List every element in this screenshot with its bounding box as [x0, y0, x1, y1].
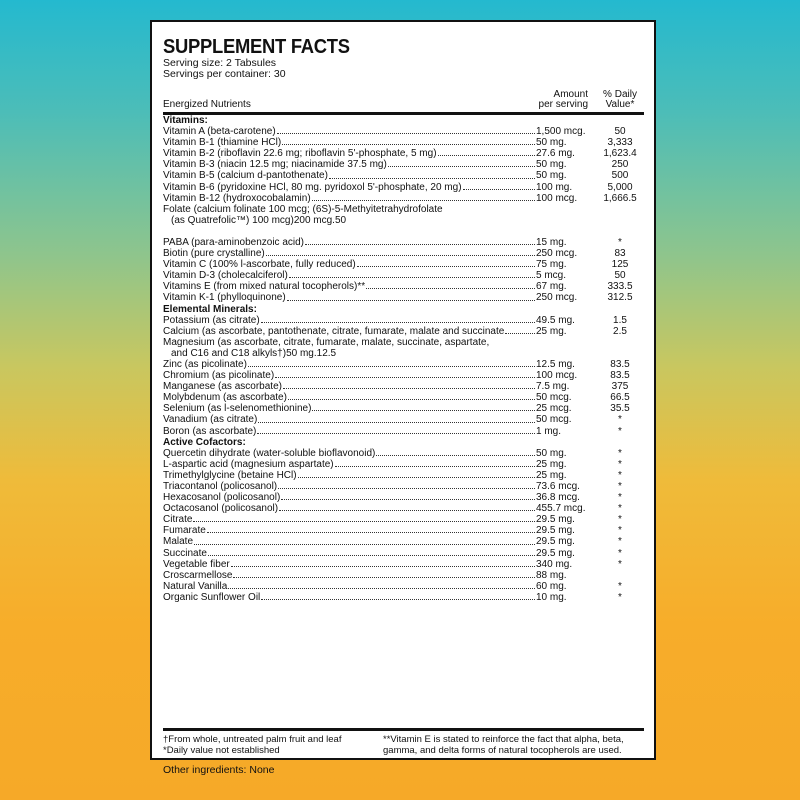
minerals-group-b: [163, 359, 644, 437]
nutrient-row: [163, 248, 644, 259]
nutrient-amount: 1,500 mcg.: [536, 126, 586, 138]
header-amount: [539, 90, 588, 110]
nutrient-amount: 1 mg.: [536, 425, 562, 437]
nutrient-row: [163, 559, 644, 570]
leader-dots: [282, 144, 535, 145]
nutrient-name: Chromium (as picolinate): [163, 370, 275, 382]
section-heading-vitamins: Vitamins:: [163, 115, 208, 126]
leader-dots: [289, 277, 535, 278]
leader-dots: [233, 577, 535, 578]
section-heading-minerals: Elemental Minerals:: [163, 303, 257, 315]
leader-dots: [228, 588, 535, 589]
nutrient-amount: 29.5 mg.: [536, 536, 575, 548]
nutrient-list: [163, 115, 644, 603]
footnote-left: [163, 735, 341, 756]
minerals-group-a: [163, 315, 644, 337]
nutrient-amount: 250 mcg.: [536, 292, 578, 304]
nutrient-row: [163, 403, 644, 414]
leader-dots: [312, 200, 535, 201]
nutrient-name: Molybdenum (as ascorbate): [163, 392, 287, 404]
nutrient-daily-value: *: [618, 481, 622, 492]
leader-dots: [261, 599, 535, 600]
magnesium-amount: 50 mg.: [286, 347, 317, 359]
leader-dots: [231, 566, 535, 567]
nutrient-name: Quercetin dihydrate (water-soluble bioflavonoid): [163, 447, 376, 459]
nutrient-amount: 29.5 mg.: [536, 525, 575, 537]
nutrient-daily-value: *: [618, 425, 622, 437]
nutrient-daily-value: 83.5: [610, 358, 630, 370]
nutrient-daily-value: *: [618, 547, 622, 559]
nutrient-name: Malate: [163, 536, 194, 548]
nutrient-name: Vitamin C (100% l-ascorbate, fully reduced): [163, 259, 356, 271]
header-nutrients: Energized Nutrients: [163, 99, 251, 110]
nutrient-row: [163, 170, 644, 181]
nutrient-row: [163, 370, 644, 381]
nutrient-daily-value: *: [618, 580, 622, 592]
nutrient-daily-value: *: [618, 503, 622, 515]
footnote-daily-value: *Daily value not established: [163, 744, 280, 756]
folate-line2: (as Quatrefolic™) 100 mcg): [171, 214, 294, 226]
nutrient-row: [163, 392, 644, 403]
nutrient-daily-value: *: [618, 414, 622, 426]
nutrient-row: [163, 315, 644, 326]
header-daily-value: [598, 90, 642, 110]
nutrient-row: [163, 159, 644, 170]
leader-dots: [248, 366, 535, 367]
nutrient-row: [163, 426, 644, 437]
nutrient-amount: 29.5 mg.: [536, 514, 575, 526]
nutrient-row: [163, 137, 644, 148]
magnesium-dv: 12.5: [316, 347, 337, 359]
nutrient-daily-value: 5,000: [607, 181, 633, 193]
nutrient-daily-value: 50: [614, 126, 626, 138]
nutrient-name: Croscarmellose: [163, 569, 233, 581]
leader-dots: [287, 300, 535, 301]
nutrient-row: [163, 359, 644, 370]
nutrient-name: Citrate: [163, 514, 193, 526]
nutrient-amount: 50 mg.: [536, 170, 567, 182]
nutrient-amount: 75 mg.: [536, 259, 567, 271]
nutrient-row: [163, 414, 644, 425]
leader-dots: [283, 388, 535, 389]
leader-dots: [258, 422, 535, 423]
nutrient-name: PABA (para-aminobenzoic acid): [163, 236, 304, 248]
nutrient-daily-value: 66.5: [610, 392, 630, 404]
nutrient-daily-value: *: [618, 558, 622, 570]
nutrient-row: [163, 326, 644, 337]
vitamins-group: [163, 126, 644, 204]
nutrient-row: [163, 259, 644, 270]
nutrient-name: Calcium (as ascorbate, pantothenate, citrate, fumarate, malate and succinate: [163, 325, 505, 337]
nutrient-daily-value: *: [618, 591, 622, 603]
leader-dots: [279, 510, 535, 511]
nutrient-row: [163, 270, 644, 281]
nutrient-name: Vitamin A (beta-carotene): [163, 126, 276, 138]
nutrient-name: Vitamin K-1 (phylloquinone): [163, 292, 286, 304]
nutrient-daily-value: 1,623.4: [603, 148, 637, 160]
nutrient-amount: 12.5 mg.: [536, 358, 575, 370]
nutrient-daily-value: *: [618, 458, 622, 470]
nutrient-daily-value: *: [618, 514, 622, 526]
nutrient-name: Vitamin B-1 (thiamine HCl): [163, 137, 282, 149]
leader-dots: [275, 377, 535, 378]
nutrient-name: Vitamins E (from mixed natural tocopherols)**: [163, 281, 366, 293]
header-dv-line2: Value*: [605, 99, 635, 110]
nutrient-amount: 455.7 mcg.: [536, 503, 586, 515]
folate-amount: 200 mcg.: [293, 214, 335, 226]
nutrient-amount: 100 mcg.: [536, 370, 578, 382]
nutrient-name: Vitamin B-12 (hydroxocobalamin): [163, 192, 311, 204]
leader-dots: [194, 544, 535, 545]
nutrient-daily-value: 333.5: [607, 281, 633, 293]
leader-dots: [312, 410, 535, 411]
nutrient-name: Natural Vanilla: [163, 580, 228, 592]
nutrient-amount: 50 mcg.: [536, 414, 572, 426]
footnotes: [163, 728, 644, 756]
leader-dots: [281, 499, 535, 500]
leader-dots: [261, 322, 535, 323]
leader-dots: [208, 555, 535, 556]
footnote-vitamin-e: **Vitamin E is stated to reinforce the fact that alpha, beta, gamma, and delta forms of natural tocopherols are used.: [383, 734, 624, 756]
nutrient-daily-value: 375: [611, 381, 629, 393]
nutrient-amount: 36.8 mcg.: [536, 492, 580, 504]
supplement-facts-panel: [150, 20, 656, 760]
nutrient-row: [163, 514, 644, 525]
nutrient-amount: 5 mcg.: [536, 270, 567, 282]
servings-per-container: Servings per container: 30: [163, 68, 286, 80]
section-heading-cofactors: Active Cofactors:: [163, 436, 246, 448]
cofactors-group: [163, 448, 644, 603]
nutrient-amount: 50 mg.: [536, 447, 567, 459]
nutrient-row: [163, 126, 644, 137]
leader-dots: [376, 455, 535, 456]
leader-dots: [207, 532, 535, 533]
folate-dv: 50: [334, 214, 347, 226]
nutrient-name: Triacontanol (policosanol): [163, 481, 278, 492]
nutrient-daily-value: 83.5: [610, 370, 630, 382]
leader-dots: [366, 288, 535, 289]
nutrient-name: Octacosanol (policosanol): [163, 503, 279, 515]
nutrient-daily-value: 50: [614, 270, 626, 282]
nutrient-amount: 25 mg.: [536, 469, 567, 481]
nutrient-amount: 49.5 mg.: [536, 314, 575, 326]
nutrient-name: Vanadium (as citrate): [163, 414, 258, 426]
nutrient-name: Boron (as ascorbate): [163, 425, 257, 437]
nutrient-amount: 7.5 mg.: [536, 381, 570, 393]
serving-size: Serving size: 2 Tabsules: [163, 57, 277, 69]
nutrient-daily-value: *: [618, 525, 622, 537]
nutrient-name: Organic Sunflower Oil: [163, 591, 261, 603]
nutrient-name: Manganese (as ascorbate): [163, 381, 282, 393]
nutrient-amount: 60 mg.: [536, 580, 567, 592]
nutrient-amount: 15 mg.: [536, 236, 567, 248]
nutrient-name: Potassium (as citrate): [163, 314, 260, 326]
nutrient-row: [163, 459, 644, 470]
nutrient-daily-value: 83: [614, 248, 626, 260]
nutrient-amount: 100 mcg.: [536, 192, 578, 204]
nutrient-amount: 50 mg.: [536, 159, 567, 171]
nutrient-daily-value: 312.5: [607, 292, 633, 304]
nutrient-name: Vitamin D-3 (cholecalciferol): [163, 270, 288, 282]
nutrient-row: [163, 470, 644, 481]
nutrient-amount: 250 mcg.: [536, 248, 578, 260]
nutrient-row: [163, 148, 644, 159]
nutrient-amount: 88 mg.: [536, 569, 567, 581]
leader-dots: [266, 255, 535, 256]
other-ingredients: Other ingredients: None: [163, 764, 275, 776]
header-amount-line1: Amount: [553, 89, 588, 100]
nutrient-amount: 27.6 mg.: [536, 148, 575, 160]
nutrient-daily-value: *: [618, 236, 622, 248]
nutrient-daily-value: 125: [611, 259, 629, 271]
nutrient-daily-value: 500: [611, 170, 629, 182]
nutrient-row: [163, 481, 644, 492]
leader-dots: [277, 133, 535, 134]
leader-dots: [438, 155, 535, 156]
nutrient-row: [163, 536, 644, 547]
nutrient-daily-value: 1,666.5: [603, 192, 637, 204]
nutrient-daily-value: *: [618, 447, 622, 459]
nutrient-name: L-aspartic acid (magnesium aspartate): [163, 458, 334, 470]
nutrient-row: [163, 525, 644, 536]
nutrient-amount: 100 mg.: [536, 181, 573, 193]
nutrient-name: Biotin (pure crystalline): [163, 248, 265, 260]
nutrient-row: [163, 182, 644, 193]
leader-dots: [305, 244, 535, 245]
column-header: [163, 86, 644, 115]
nutrient-amount: 10 mg.: [536, 591, 567, 603]
nutrient-row: [163, 581, 644, 592]
nutrient-row: [163, 193, 644, 204]
nutrient-row: [163, 448, 644, 459]
magnesium-line1: Magnesium (as ascorbate, citrate, fumarate, malate, succinate, aspartate,: [163, 336, 490, 348]
nutrient-daily-value: 250: [611, 159, 629, 171]
spacer: [163, 226, 644, 237]
nutrient-row-folate: [163, 204, 644, 226]
leader-dots: [193, 521, 535, 522]
nutrient-name: Vegetable fiber: [163, 558, 230, 570]
header-dv-line1: % Daily: [603, 89, 637, 100]
nutrient-name: Vitamin B-6 (pyridoxine HCl, 80 mg. pyridoxol 5'-phosphate, 20 mg): [163, 181, 462, 193]
leader-dots: [505, 333, 535, 334]
header-amount-line2: per serving: [538, 99, 588, 110]
nutrient-amount: 50 mcg.: [536, 392, 572, 404]
nutrient-daily-value: *: [618, 536, 622, 548]
nutrient-daily-value: *: [618, 469, 622, 481]
nutrient-name: Trimethylglycine (betaine HCl): [163, 469, 297, 481]
nutrient-amount: 73.6 mcg.: [536, 481, 580, 492]
nutrient-name: Succinate: [163, 547, 207, 559]
nutrient-row-magnesium: [163, 337, 644, 359]
nutrient-name: Selenium (as l-selenomethionine): [163, 403, 312, 415]
nutrient-name: Hexacosanol (policosanol): [163, 492, 281, 504]
nutrient-daily-value: 35.5: [610, 403, 630, 415]
nutrient-name: Vitamin B-2 (riboflavin 22.6 mg; riboflavin 5'-phosphate, 5 mg): [163, 148, 437, 160]
nutrient-row: [163, 548, 644, 559]
nutrient-daily-value: *: [618, 492, 622, 504]
leader-dots: [335, 466, 535, 467]
nutrient-row: [163, 503, 644, 514]
leader-dots: [298, 477, 535, 478]
nutrient-amount: 50 mg.: [536, 137, 567, 149]
magnesium-line2: and C16 and C18 alkyls†): [171, 347, 287, 359]
leader-dots: [329, 178, 535, 179]
nutrient-amount: 25 mg.: [536, 458, 567, 470]
nutrient-daily-value: 3,333: [607, 137, 633, 149]
nutrient-row: [163, 592, 644, 603]
nutrient-name: Zinc (as picolinate): [163, 358, 247, 370]
nutrient-daily-value: 2.5: [613, 325, 627, 337]
leader-dots: [388, 166, 535, 167]
nutrient-amount: 29.5 mg.: [536, 547, 575, 559]
leader-dots: [463, 189, 535, 190]
vitamins-group-2: [163, 237, 644, 304]
folate-line1: Folate (calcium folinate 100 mcg; (6S)-5-Methyitetrahydrofolate: [163, 203, 443, 215]
panel-title: SUPPLEMENT FACTS: [163, 36, 350, 58]
nutrient-row: [163, 570, 644, 581]
footnote-palm: †From whole, untreated palm fruit and leaf: [163, 734, 342, 745]
leader-dots: [278, 488, 535, 489]
nutrient-name: Fumarate: [163, 525, 206, 537]
nutrient-name: Vitamin B-5 (calcium d-pantothenate): [163, 170, 328, 182]
nutrient-row: [163, 237, 644, 248]
nutrient-row: [163, 292, 644, 303]
nutrient-amount: 25 mg.: [536, 325, 567, 337]
leader-dots: [357, 266, 535, 267]
nutrient-daily-value: 1.5: [613, 314, 627, 326]
nutrient-amount: 340 mg.: [536, 558, 573, 570]
leader-dots: [288, 399, 535, 400]
nutrient-row: [163, 281, 644, 292]
nutrient-amount: 25 mcg.: [536, 403, 572, 415]
nutrient-row: [163, 492, 644, 503]
nutrient-name: Vitamin B-3 (niacin 12.5 mg; niacinamide 37.5 mg): [163, 159, 387, 171]
nutrient-amount: 67 mg.: [536, 281, 567, 293]
leader-dots: [257, 433, 535, 434]
nutrient-row: [163, 381, 644, 392]
